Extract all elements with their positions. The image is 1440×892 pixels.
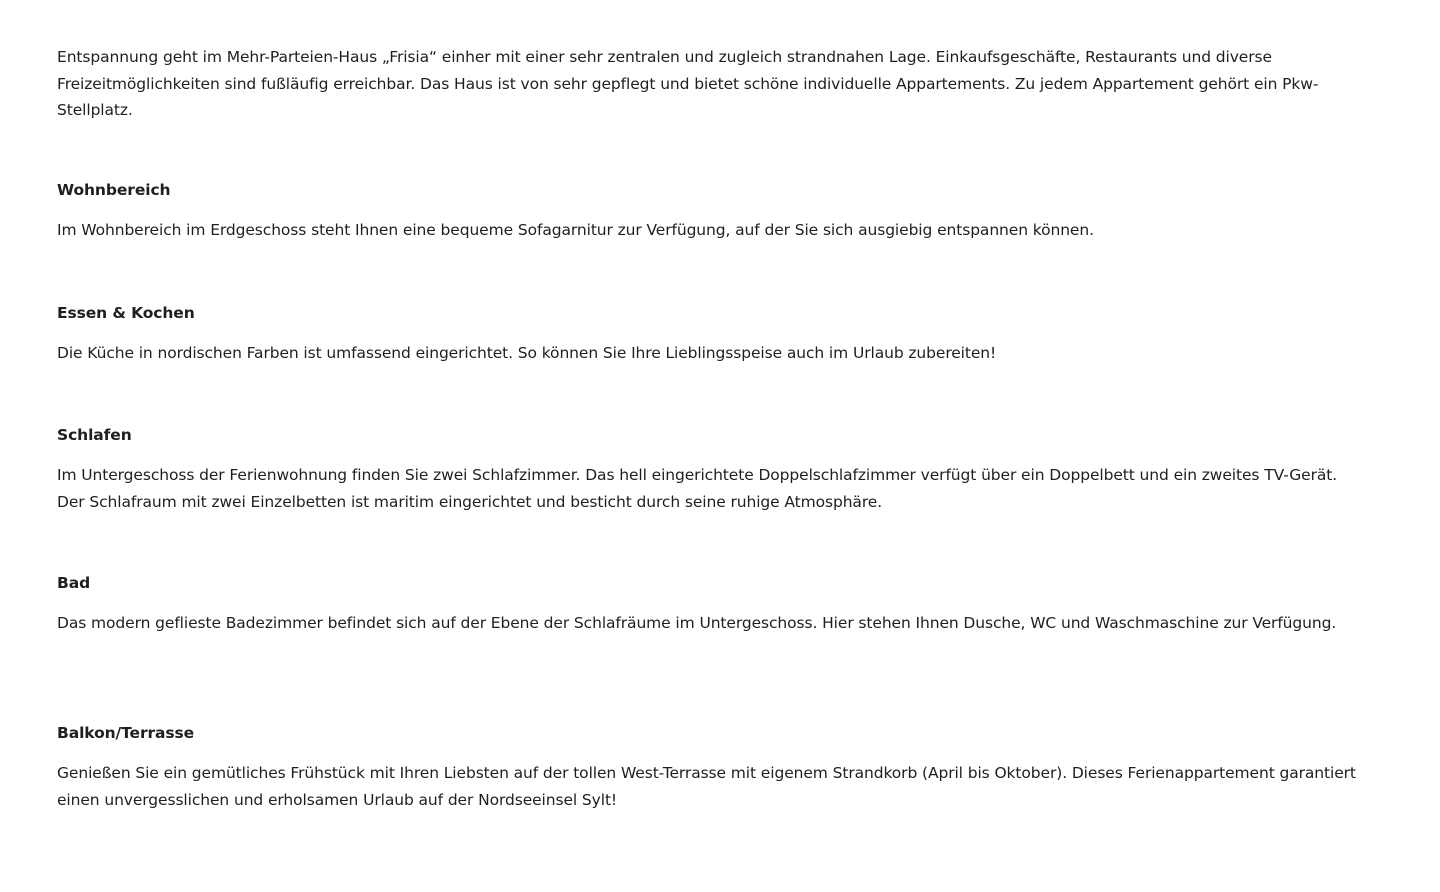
- section-bad: [57, 570, 1357, 637]
- section-text: Die Küche in nordischen Farben ist umfassend eingerichtet. So können Sie Ihre Lieblingsspeise auch im Urlaub zubereiten!: [57, 344, 997, 362]
- section-balkon-terrasse: [57, 720, 1357, 813]
- section-essen-kochen: [57, 300, 1357, 367]
- section-heading: Bad: [57, 574, 91, 592]
- section-text: Im Untergeschoss der Ferienwohnung finden Sie zwei Schlafzimmer. Das hell eingerichtete Doppelschlafzimmer verfügt über ein Doppelbett und ein zweites TV-Gerät. Der Schlafraum mit zwei Einzelbetten ist maritim eingerichtet und besticht durch seine ruhige Atmosphäre.: [57, 466, 1338, 511]
- section-heading: Schlafen: [57, 426, 132, 444]
- section-text: Genießen Sie ein gemütliches Frühstück mit Ihren Liebsten auf der tollen West-Terrasse mit eigenem Strandkorb (April bis Oktober). Dieses Ferienappartement garantiert einen unvergesslichen und erholsamen Urlaub auf der Nordseeinsel Sylt!: [57, 764, 1356, 809]
- section-heading: Wohnbereich: [57, 181, 171, 199]
- section-wohnbereich: [57, 177, 1357, 244]
- section-schlafen: [57, 422, 1357, 515]
- section-text: Das modern geflieste Badezimmer befindet sich auf der Ebene der Schlafräume im Untergeschoss. Hier stehen Ihnen Dusche, WC und Waschmaschine zur Verfügung.: [57, 614, 1337, 632]
- section-heading: Balkon/Terrasse: [57, 724, 195, 742]
- intro-paragraph: Entspannung geht im Mehr-Parteien-Haus „Frisia“ einher mit einer sehr zentralen und zugleich strandnahen Lage. Einkaufsgeschäfte, Restaurants und diverse Freizeitmöglichkeiten sind fußläufig erreichbar. Das Haus ist von sehr gepflegt und bietet schöne individuelle Appartements. Zu jedem Appartement gehört ein Pkw-Stellplatz.: [57, 48, 1319, 119]
- section-heading: Essen & Kochen: [57, 304, 195, 322]
- section-text: Im Wohnbereich im Erdgeschoss steht Ihnen eine bequeme Sofagarnitur zur Verfügung, auf der Sie sich ausgiebig entspannen können.: [57, 221, 1094, 239]
